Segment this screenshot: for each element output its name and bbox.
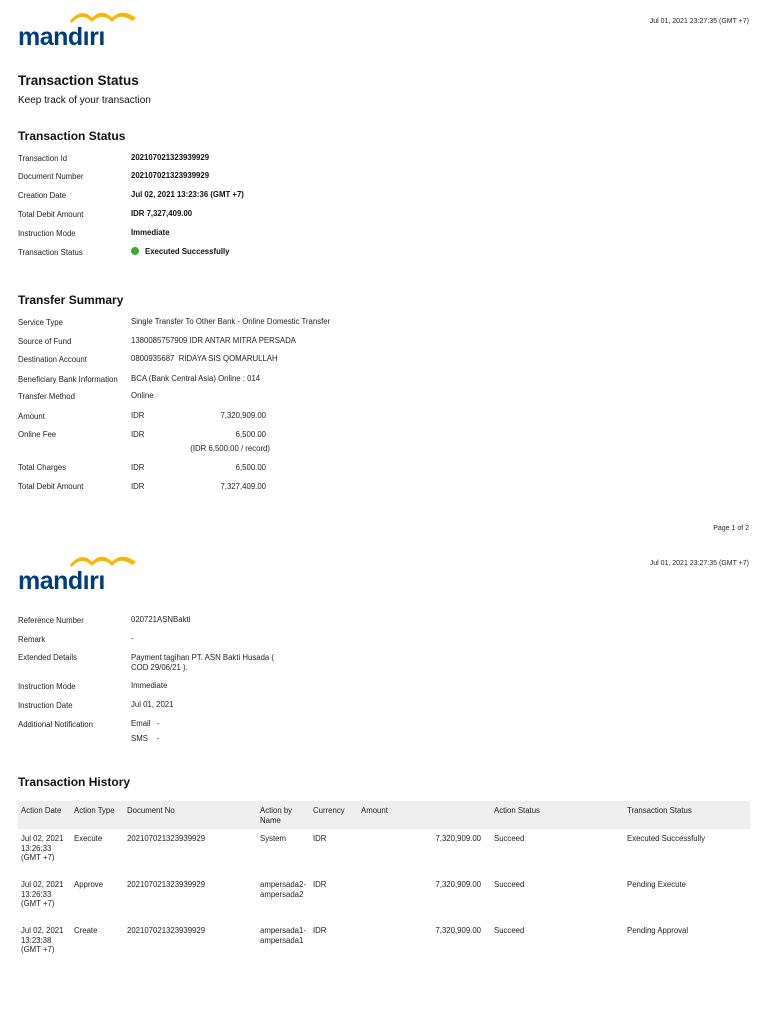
status-success-icon xyxy=(131,247,139,255)
summary-total-debit-value: 7,327,409.00 xyxy=(220,482,266,491)
transaction-status-cell: Executed Successfully xyxy=(627,834,706,843)
notification-sms xyxy=(131,734,159,744)
page-title: Transaction Status xyxy=(18,73,139,88)
table-row xyxy=(18,829,750,875)
table-row xyxy=(18,875,750,921)
online-fee-currency: IDR xyxy=(131,430,145,439)
mandiri-logo xyxy=(18,552,140,592)
action-type-cell: Approve xyxy=(74,880,104,889)
instruction-date-value: Jul 01, 2021 xyxy=(131,700,174,709)
table-row xyxy=(18,921,750,967)
summary-total-debit-currency: IDR xyxy=(131,482,145,491)
online-fee-label: Online Fee xyxy=(18,430,57,439)
transaction-id-value: 202107021323939929 xyxy=(131,153,210,162)
total-debit-label: Total Debit Amount xyxy=(18,210,84,219)
column-header: Amount xyxy=(358,801,491,829)
destination-account-value: 0800935687 RIDAYA SIS QOMARULLAH xyxy=(131,354,278,363)
document-number-value: 202107021323939929 xyxy=(131,171,210,180)
destination-account-label: Destination Account xyxy=(18,355,87,364)
page-subtitle: Keep track of your transaction xyxy=(18,95,151,106)
mandiri-logo-icon xyxy=(18,552,140,592)
action-type-cell: Execute xyxy=(74,834,103,843)
sms-label: SMS xyxy=(131,734,148,743)
svg-text:mandırı: mandırı xyxy=(18,23,105,48)
transaction-status-cell: Pending Approval xyxy=(627,926,689,935)
column-header: Document No xyxy=(124,801,257,829)
document-no-cell: 202107021323939929 xyxy=(127,926,206,935)
action-by-cell: ampersada2-ampersada2 xyxy=(260,880,306,899)
column-header: Action Status xyxy=(491,801,624,829)
column-header: Currency xyxy=(310,801,358,829)
transaction-id-label: Transaction Id xyxy=(18,154,68,163)
action-date-cell: Jul 02, 2021 13:26:33 (GMT +7) xyxy=(21,834,64,862)
amount-label: Amount xyxy=(18,412,45,421)
amount-cell: 7,320,909.00 xyxy=(435,834,481,843)
total-charges-label: Total Charges xyxy=(18,463,67,472)
transaction-status-cell: Pending Execute xyxy=(627,880,686,889)
action-date-cell: Jul 02, 2021 13:23:38 (GMT +7) xyxy=(21,926,64,954)
reference-number-value: 020721ASNBakti xyxy=(131,615,191,624)
amount-cell: 7,320,909.00 xyxy=(435,880,481,889)
table-header-row xyxy=(18,801,750,829)
transaction-status-value xyxy=(131,247,230,257)
total-charges-currency: IDR xyxy=(131,463,145,472)
extended-details-value xyxy=(131,653,274,673)
source-of-fund-value: 1380085757909 IDR ANTAR MITRA PERSADA xyxy=(131,336,296,345)
transaction-status-label: Transaction Status xyxy=(18,248,83,257)
print-timestamp: Jul 01, 2021 23:27:35 (GMT +7) xyxy=(649,18,749,25)
transaction-status-heading: Transaction Status xyxy=(18,129,126,143)
instruction-mode-label: Instruction Mode xyxy=(18,229,76,238)
document-number-label: Document Number xyxy=(18,172,84,181)
additional-notification-label: Additional Notification xyxy=(18,720,93,729)
instruction-mode-value: Immediate xyxy=(131,681,168,690)
remark-label: Remark xyxy=(18,635,46,644)
action-by-cell: ampersada1-ampersada1 xyxy=(260,926,306,945)
extended-details-label: Extended Details xyxy=(18,653,77,662)
email-label: Email xyxy=(131,719,151,728)
extended-details-line-2: COD 29/06/21 ). xyxy=(131,663,188,672)
print-timestamp: Jul 01, 2021 23:27:35 (GMT +7) xyxy=(649,560,749,567)
action-status-cell: Succeed xyxy=(494,834,525,843)
svg-text:mandırı: mandırı xyxy=(18,567,105,592)
total-debit-value: IDR 7,327,409.00 xyxy=(131,209,193,218)
sms-value: - xyxy=(156,734,160,743)
currency-cell: IDR xyxy=(313,926,327,935)
page-number: Page 1 of 2 xyxy=(713,525,749,532)
action-by-cell: System xyxy=(260,834,286,843)
transaction-history-heading: Transaction History xyxy=(18,775,131,789)
column-header: Action Type xyxy=(71,801,124,829)
action-type-cell: Create xyxy=(74,926,98,935)
reference-number-label: Reference Number xyxy=(18,616,84,625)
instruction-date-label: Instruction Date xyxy=(18,701,73,710)
transfer-method-label: Transfer Method xyxy=(18,392,75,401)
action-status-cell: Succeed xyxy=(494,926,525,935)
source-of-fund-label: Source of Fund xyxy=(18,337,72,346)
email-value: - xyxy=(157,719,160,728)
service-type-value: Single Transfer To Other Bank - Online Domestic Transfer xyxy=(131,317,331,326)
creation-date-label: Creation Date xyxy=(18,191,67,200)
online-fee-value: 6,500.00 xyxy=(235,430,266,439)
transfer-summary-heading: Transfer Summary xyxy=(18,293,124,307)
instruction-mode-label: Instruction Mode xyxy=(18,682,76,691)
column-header: Action Date xyxy=(18,801,71,829)
transaction-history-table xyxy=(18,801,750,967)
column-header: Transaction Status xyxy=(624,801,750,829)
column-header: Action by Name xyxy=(257,801,310,829)
remark-value: - xyxy=(131,634,134,643)
summary-total-debit-label: Total Debit Amount xyxy=(18,482,84,491)
notification-email xyxy=(131,719,160,729)
action-date-cell: Jul 02, 2021 13:26:33 (GMT +7) xyxy=(21,880,64,908)
instruction-mode-value: Immediate xyxy=(131,228,170,237)
currency-cell: IDR xyxy=(313,880,327,889)
beneficiary-bank-value: BCA (Bank Central Asia) Online : 014 xyxy=(131,374,261,383)
document-no-cell: 202107021323939929 xyxy=(127,880,206,889)
currency-cell: IDR xyxy=(313,834,327,843)
action-status-cell: Succeed xyxy=(494,880,525,889)
total-charges-value: 6,500.00 xyxy=(235,463,266,472)
transaction-status-text: Executed Successfully xyxy=(145,247,230,256)
amount-cell: 7,320,909.00 xyxy=(435,926,481,935)
service-type-label: Service Type xyxy=(18,318,63,327)
document-no-cell: 202107021323939929 xyxy=(127,834,206,843)
mandiri-logo xyxy=(18,8,140,48)
online-fee-note: (IDR 6,500.00 / record) xyxy=(190,444,270,453)
creation-date-value: Jul 02, 2021 13:23:36 (GMT +7) xyxy=(131,190,244,199)
extended-details-line-1: Payment tagihan PT. ASN Bakti Husada ( xyxy=(131,653,275,662)
beneficiary-bank-label: Beneficiary Bank Information xyxy=(18,375,118,384)
amount-value: 7,320,909.00 xyxy=(220,411,266,420)
mandiri-logo-icon xyxy=(18,8,140,48)
amount-currency: IDR xyxy=(131,411,145,420)
transfer-method-value: Online xyxy=(131,391,154,400)
